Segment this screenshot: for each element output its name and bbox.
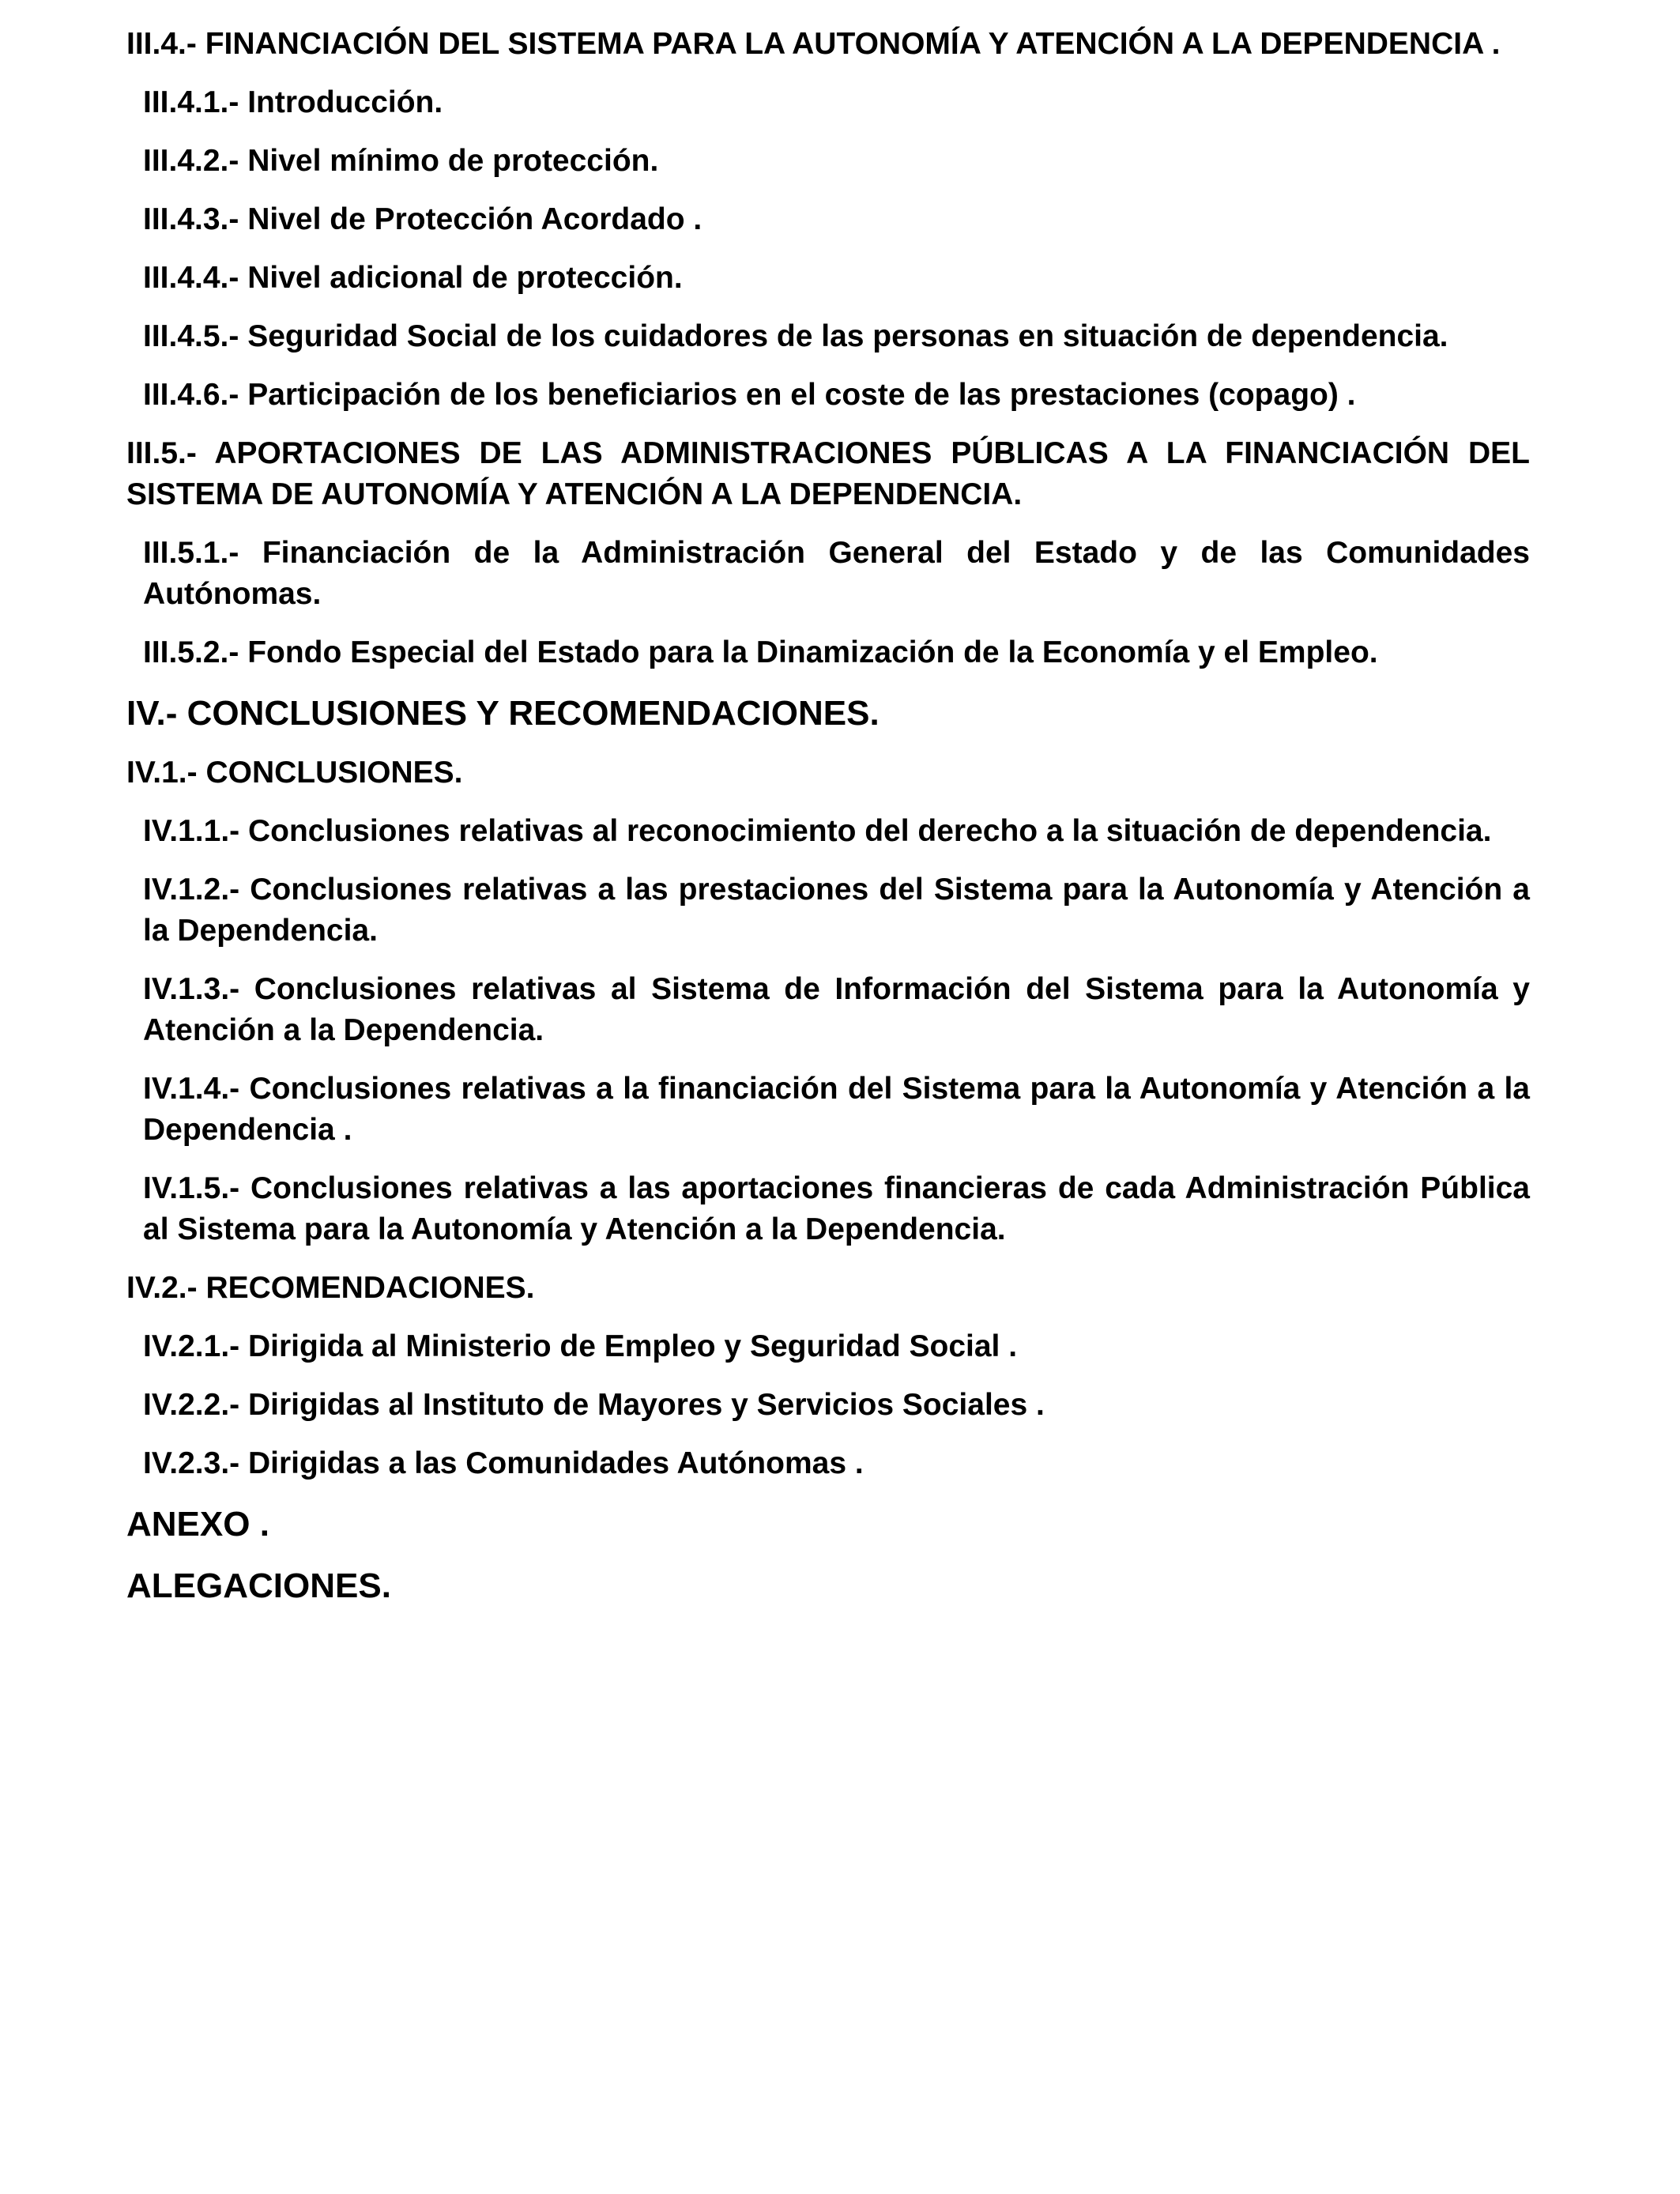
toc-subsection-III-4-6: III.4.6.- Participación de los beneficiarios en el coste de las prestaciones (copago) . — [143, 378, 1356, 412]
toc-allegations: ALEGACIONES. — [126, 1566, 391, 1605]
toc-subsection-III-5-1: III.5.1.- Financiación de la Administración General del Estado y de las Comunidades Autónomas. — [143, 536, 1530, 611]
toc-subsection-IV-1-3: IV.1.3.- Conclusiones relativas al Sistema de Información del Sistema para la Autonomía y Atención a la Dependencia. — [143, 972, 1530, 1047]
toc-subsection-IV-1-2: IV.1.2.- Conclusiones relativas a las prestaciones del Sistema para la Autonomía y Atención a la Dependencia. — [143, 873, 1530, 948]
toc-subsection-IV-1-5: IV.1.5.- Conclusiones relativas a las aportaciones financieras de cada Administración Pública al Sistema para la Autonomía y Atención a la Dependencia. — [143, 1171, 1530, 1246]
toc-subsection-III-4-2: III.4.2.- Nivel mínimo de protección. — [143, 144, 659, 178]
toc-subsection-III-5-2: III.5.2.- Fondo Especial del Estado para la Dinamización de la Economía y el Empleo. — [143, 635, 1378, 669]
toc-subsection-IV-2-2: IV.2.2.- Dirigidas al Instituto de Mayores y Servicios Sociales . — [143, 1388, 1045, 1422]
table-of-contents — [126, 24, 1530, 1625]
toc-chapter-IV: IV.- CONCLUSIONES Y RECOMENDACIONES. — [126, 694, 880, 733]
toc-section-IV-1: IV.1.- CONCLUSIONES. — [126, 756, 463, 790]
toc-subsection-IV-1-1: IV.1.1.- Conclusiones relativas al reconocimiento del derecho a la situación de dependencia. — [143, 814, 1492, 848]
toc-subsection-IV-1-4: IV.1.4.- Conclusiones relativas a la financiación del Sistema para la Autonomía y Atención a la Dependencia . — [143, 1072, 1530, 1147]
toc-subsection-III-4-3: III.4.3.- Nivel de Protección Acordado . — [143, 202, 703, 236]
toc-subsection-IV-2-1: IV.2.1.- Dirigida al Ministerio de Empleo y Seguridad Social . — [143, 1329, 1018, 1363]
toc-subsection-III-4-1: III.4.1.- Introducción. — [143, 85, 443, 119]
toc-subsection-IV-2-3: IV.2.3.- Dirigidas a las Comunidades Autónomas . — [143, 1446, 864, 1480]
toc-subsection-III-4-4: III.4.4.- Nivel adicional de protección. — [143, 261, 683, 295]
toc-section-III-4: III.4.- FINANCIACIÓN DEL SISTEMA PARA LA AUTONOMÍA Y ATENCIÓN A LA DEPENDENCIA . — [126, 27, 1501, 61]
toc-section-III-5: III.5.- APORTACIONES DE LAS ADMINISTRACIONES PÚBLICAS A LA FINANCIACIÓN DEL SISTEMA DE AUTONOMÍA Y ATENCIÓN A LA DEPENDENCIA. — [126, 436, 1530, 511]
toc-subsection-III-4-5: III.4.5.- Seguridad Social de los cuidadores de las personas en situación de dependencia. — [143, 319, 1448, 353]
toc-annex: ANEXO . — [126, 1505, 269, 1544]
toc-section-IV-2: IV.2.- RECOMENDACIONES. — [126, 1271, 535, 1305]
